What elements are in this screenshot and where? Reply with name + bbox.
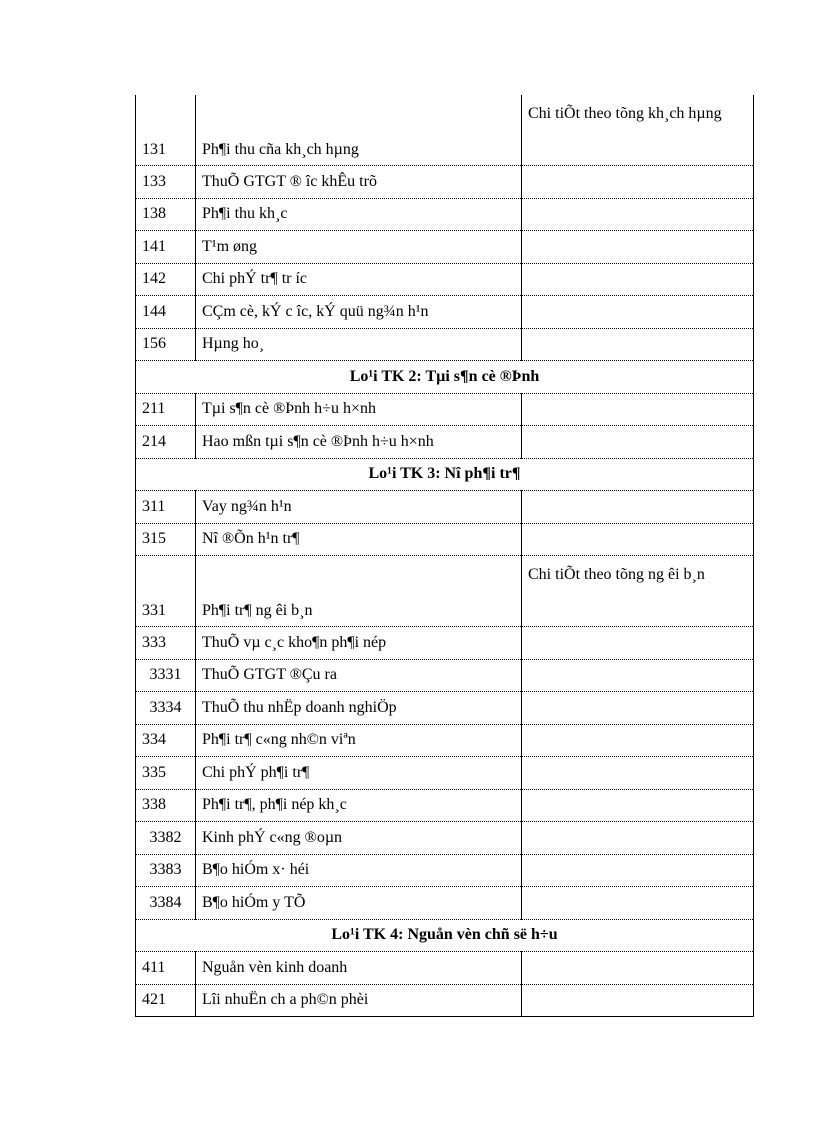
account-code: 3384 bbox=[136, 887, 196, 920]
account-code: 142 bbox=[136, 263, 196, 296]
account-code: 214 bbox=[136, 426, 196, 459]
account-code: 334 bbox=[136, 724, 196, 757]
account-code: 421 bbox=[136, 984, 196, 1017]
account-note bbox=[522, 757, 754, 790]
table-row bbox=[136, 952, 754, 985]
account-name: Tµi s¶n cè ®Þnh h÷u h×nh bbox=[196, 393, 522, 426]
account-name: Nguån vèn kinh doanh bbox=[196, 952, 522, 985]
account-code: 131 bbox=[136, 95, 196, 166]
account-name: Ph¶i thu kh¸c bbox=[196, 198, 522, 231]
table-row bbox=[136, 231, 754, 264]
account-note bbox=[522, 789, 754, 822]
table-row bbox=[136, 724, 754, 757]
account-note bbox=[522, 627, 754, 660]
account-code: 315 bbox=[136, 523, 196, 556]
table-row bbox=[136, 854, 754, 887]
account-name: T¹m øng bbox=[196, 231, 522, 264]
table-row bbox=[136, 659, 754, 692]
account-note bbox=[522, 952, 754, 985]
account-name: ThuÕ GTGT ® îc khÊu trõ bbox=[196, 166, 522, 199]
account-note bbox=[522, 822, 754, 855]
account-name: Nî ®Õn h¹n tr¶ bbox=[196, 523, 522, 556]
account-code: 156 bbox=[136, 328, 196, 361]
account-note bbox=[522, 854, 754, 887]
chart-of-accounts-table bbox=[135, 95, 754, 1017]
account-name: Chi phÝ tr¶ tr íc bbox=[196, 263, 522, 296]
account-name: Chi phÝ ph¶i tr¶ bbox=[196, 757, 522, 790]
table-row bbox=[136, 198, 754, 231]
table-row bbox=[136, 263, 754, 296]
account-name: B¶o hiÓm y TÕ bbox=[196, 887, 522, 920]
table-row bbox=[136, 789, 754, 822]
account-name: Ph¶i tr¶, ph¶i nép kh¸c bbox=[196, 789, 522, 822]
account-code: 335 bbox=[136, 757, 196, 790]
table-row bbox=[136, 523, 754, 556]
section-title: Lo¹i TK 3: Nî ph¶i tr¶ bbox=[136, 458, 754, 491]
account-note: Chi tiÕt theo tõng ng êi b¸n bbox=[522, 556, 754, 627]
account-note bbox=[522, 659, 754, 692]
section-title: Lo¹i TK 2: Tµi s¶n cè ®Þnh bbox=[136, 361, 754, 394]
account-code: 338 bbox=[136, 789, 196, 822]
table-row bbox=[136, 426, 754, 459]
table-row bbox=[136, 822, 754, 855]
table-body bbox=[136, 95, 754, 1017]
account-name: Kinh phÝ c«ng ®oµn bbox=[196, 822, 522, 855]
account-code: 311 bbox=[136, 491, 196, 524]
section-header-row bbox=[136, 919, 754, 952]
table-row bbox=[136, 556, 754, 627]
section-header-row bbox=[136, 458, 754, 491]
account-name: CÇm cè, kÝ c îc, kÝ quü ng¾n h¹n bbox=[196, 296, 522, 329]
table-row bbox=[136, 393, 754, 426]
account-note bbox=[522, 887, 754, 920]
table-row bbox=[136, 491, 754, 524]
account-note: Chi tiÕt theo tõng kh¸ch hµng bbox=[522, 95, 754, 166]
table-row bbox=[136, 296, 754, 329]
account-note bbox=[522, 523, 754, 556]
account-note bbox=[522, 491, 754, 524]
account-code: 211 bbox=[136, 393, 196, 426]
table-row bbox=[136, 757, 754, 790]
account-note bbox=[522, 426, 754, 459]
account-note bbox=[522, 724, 754, 757]
account-name: Ph¶i thu cña kh¸ch hµng bbox=[196, 95, 522, 166]
account-code: 141 bbox=[136, 231, 196, 264]
account-name: ThuÕ thu nhËp doanh nghiÖp bbox=[196, 692, 522, 725]
account-name: Hµng ho¸ bbox=[196, 328, 522, 361]
account-code: 144 bbox=[136, 296, 196, 329]
account-name: Lîi nhuËn ch a ph©n phèi bbox=[196, 984, 522, 1017]
account-note bbox=[522, 692, 754, 725]
account-name: ThuÕ GTGT ®Çu ra bbox=[196, 659, 522, 692]
account-note bbox=[522, 328, 754, 361]
table-row bbox=[136, 984, 754, 1017]
account-note bbox=[522, 231, 754, 264]
table-row bbox=[136, 692, 754, 725]
account-code: 333 bbox=[136, 627, 196, 660]
account-code: 3331 bbox=[136, 659, 196, 692]
account-note bbox=[522, 198, 754, 231]
table-row bbox=[136, 166, 754, 199]
account-note bbox=[522, 166, 754, 199]
account-name: Ph¶i tr¶ ng êi b¸n bbox=[196, 556, 522, 627]
account-code: 331 bbox=[136, 556, 196, 627]
section-title: Lo¹i TK 4: Nguån vèn chñ së h÷u bbox=[136, 919, 754, 952]
account-note bbox=[522, 296, 754, 329]
section-header-row bbox=[136, 361, 754, 394]
account-code: 3334 bbox=[136, 692, 196, 725]
table-row bbox=[136, 887, 754, 920]
account-code: 411 bbox=[136, 952, 196, 985]
account-note bbox=[522, 263, 754, 296]
account-code: 133 bbox=[136, 166, 196, 199]
table-row bbox=[136, 95, 754, 166]
account-name: Hao mßn tµi s¶n cè ®Þnh h÷u h×nh bbox=[196, 426, 522, 459]
account-code: 138 bbox=[136, 198, 196, 231]
account-code: 3382 bbox=[136, 822, 196, 855]
account-note bbox=[522, 393, 754, 426]
account-name: Ph¶i tr¶ c«ng nh©n viªn bbox=[196, 724, 522, 757]
table-row bbox=[136, 627, 754, 660]
account-name: Vay ng¾n h¹n bbox=[196, 491, 522, 524]
table-row bbox=[136, 328, 754, 361]
account-name: ThuÕ vµ c¸c kho¶n ph¶i nép bbox=[196, 627, 522, 660]
account-name: B¶o hiÓm x· héi bbox=[196, 854, 522, 887]
account-code: 3383 bbox=[136, 854, 196, 887]
account-note bbox=[522, 984, 754, 1017]
